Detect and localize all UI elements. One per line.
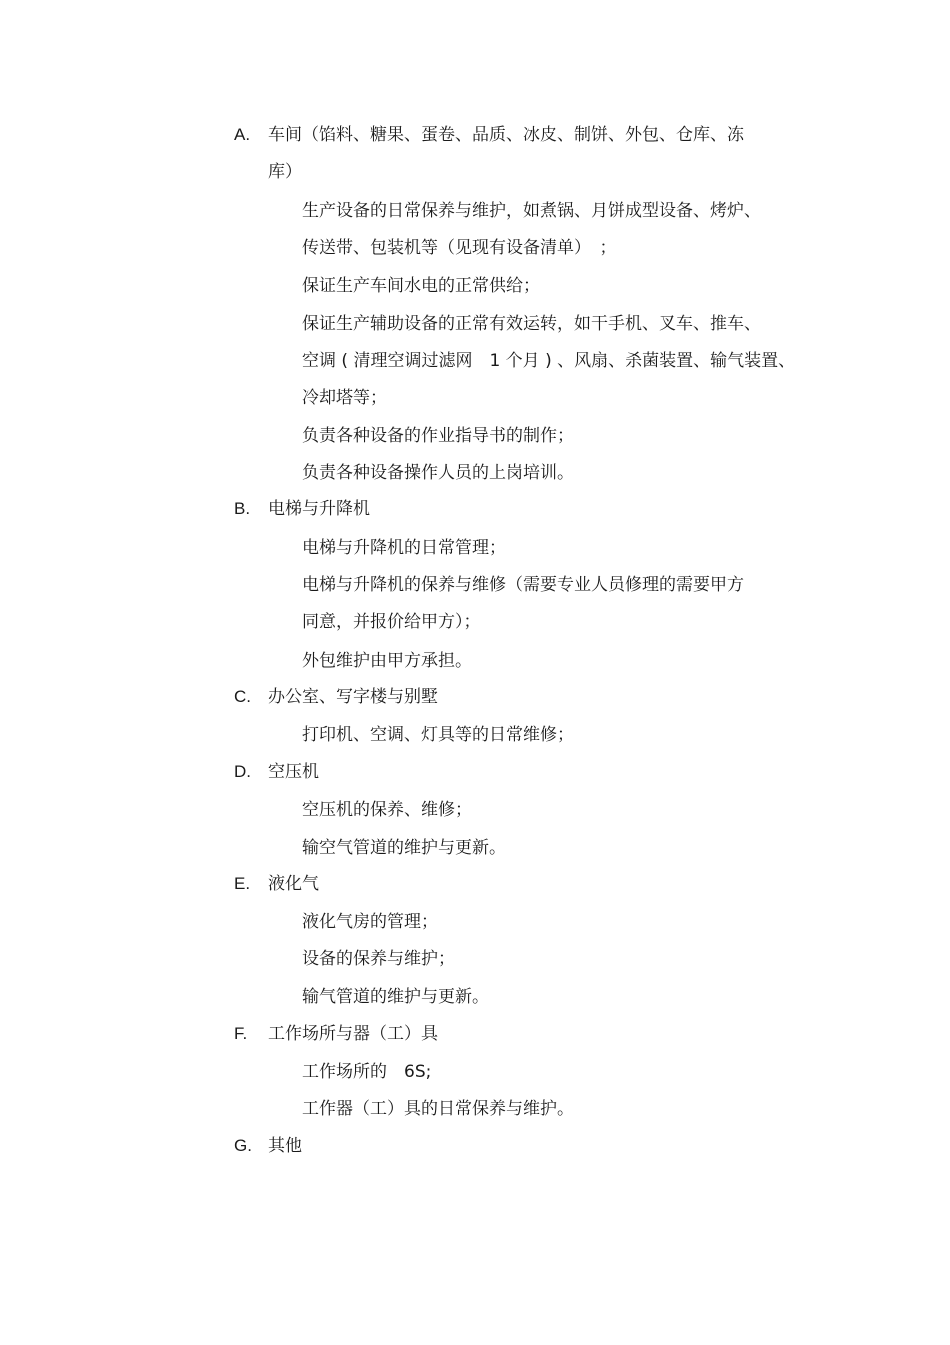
section-a-item: 传送带、包装机等（见现有设备清单） ； [302,238,617,258]
section-b-item: 外包维护由甲方承担。 [302,651,472,671]
section-f-item: 工作器（工）具的日常保养与维护。 [302,1099,574,1119]
section-d-item: 空压机的保养、维修； [302,800,472,820]
section-e-heading [234,872,319,896]
section-f-title: 工作场所与器（工）具 [268,1024,438,1044]
section-g-letter: G. [234,1136,252,1155]
section-f-item: 工作场所的 6S; [302,1062,432,1082]
section-b-item: 电梯与升降机的保养与维修（需要专业人员修理的需要甲方 [302,575,744,595]
section-a-item: 生产设备的日常保养与维护，如煮锅、月饼成型设备、烤炉、 [302,201,761,221]
section-b-item: 同意，并报价给甲方）； [302,612,481,632]
section-a-title: 车间（馅料、糖果、蛋卷、品质、冰皮、制饼、外包、仓库、冻 [268,125,744,145]
section-d-item: 输空气管道的维护与更新。 [302,838,506,858]
section-g-heading [234,1134,302,1158]
section-b-title: 电梯与升降机 [268,499,370,519]
section-a-title-continued: 库） [268,162,302,182]
section-c-heading [234,685,438,709]
section-c-item: 打印机、空调、灯具等的日常维修； [302,725,574,745]
section-a-item: 保证生产辅助设备的正常有效运转，如干手机、叉车、推车、 [302,314,761,334]
section-c-title: 办公室、写字楼与别墅 [268,687,438,707]
section-b-heading [234,497,370,521]
section-a-heading [234,123,744,147]
section-a-item: 负责各种设备操作人员的上岗培训。 [302,463,574,483]
section-d-title: 空压机 [268,762,319,782]
section-c-letter: C. [234,687,251,706]
section-d-letter: D. [234,762,251,781]
section-f-letter: F. [234,1024,248,1043]
section-b-item: 电梯与升降机的日常管理； [302,538,506,558]
section-a-item: 负责各种设备的作业指导书的制作； [302,426,574,446]
section-a-item: 保证生产车间水电的正常供给； [302,276,540,296]
section-e-title: 液化气 [268,874,319,894]
section-g-title: 其他 [268,1136,302,1156]
section-e-item: 液化气房的管理； [302,912,438,932]
section-b-letter: B. [234,499,251,518]
section-a-letter: A. [234,125,251,144]
section-e-item: 设备的保养与维护； [302,949,455,969]
section-f-heading [234,1022,438,1046]
section-a-item: 空调 ( 清理空调过滤网 1 个月 ) 、风扇、杀菌装置、输气装置、 [302,351,796,371]
section-a-item: 冷却塔等； [302,388,387,408]
section-d-heading [234,760,319,784]
section-e-letter: E. [234,874,251,893]
section-e-item: 输气管道的维护与更新。 [302,987,489,1007]
